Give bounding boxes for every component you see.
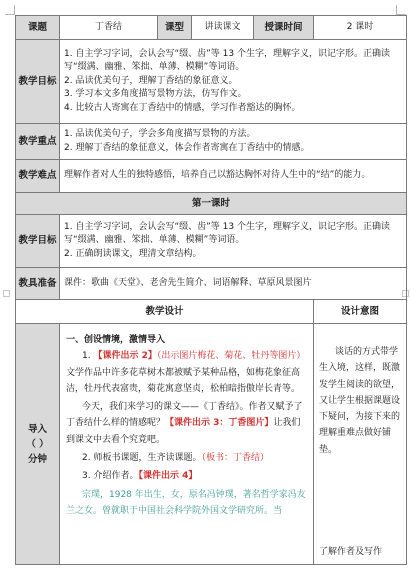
difficulty-row bbox=[16, 160, 407, 193]
intro-minutes-label: 分钟 bbox=[27, 453, 47, 465]
intro-time-label bbox=[16, 324, 60, 565]
lesson1-goal-item: 1. 自主学习字词，会认会写“缀、齿”等 13 个生字，理解字义，识记字形。正确读写“缀满、幽雅、笨拙、单薄、模糊”等词语。 bbox=[64, 221, 390, 246]
header-row bbox=[16, 16, 407, 40]
goals-content bbox=[60, 40, 407, 124]
prep-row bbox=[16, 268, 407, 300]
board-note: （板书：丁香结） bbox=[201, 453, 269, 464]
difficulty-content: 理解作者对人生的独特感悟，培养自己以豁达胸怀对待人生中的“结”的能力。 bbox=[60, 160, 407, 193]
design-header-row bbox=[16, 300, 407, 324]
design-intent bbox=[314, 324, 407, 565]
goals-row bbox=[16, 40, 407, 124]
intent-text: 谈话的方式带学生入境，这样，既激发学生阅读的欲望，又让学生根据课题设下疑问，为接下来的理解重难点做好铺垫。 bbox=[319, 347, 401, 455]
lesson1-goals-content bbox=[60, 215, 407, 268]
crop-mark-top-right bbox=[396, 5, 406, 15]
lesson1-goals-row bbox=[16, 215, 407, 268]
section-heading: 一、创设情境，激情导入 bbox=[66, 335, 166, 345]
intent-column-header: 设计意图 bbox=[314, 300, 407, 324]
goal-item: 1. 自主学习字词，会认会写“缀、齿”等 13 个生字，理解字义，识记字形。正确读写“缀满、幽雅、笨拙、单薄、模糊”等词语。 bbox=[64, 48, 390, 73]
focus-row bbox=[16, 124, 407, 160]
lesson1-goals-label: 教学目标 bbox=[16, 215, 60, 268]
design-body-row bbox=[16, 324, 407, 565]
type-label: 课型 bbox=[158, 16, 192, 40]
prep-label: 教具准备 bbox=[16, 268, 60, 300]
hours-label: 授课时间 bbox=[254, 16, 314, 40]
design-paragraph-1 bbox=[66, 348, 308, 397]
lesson1-title-row bbox=[16, 193, 407, 215]
intro-minutes-blank: （ ） bbox=[26, 438, 49, 450]
design-content bbox=[60, 324, 314, 565]
focus-content bbox=[60, 124, 407, 160]
focus-item: 1. 品读优美句子，学会多角度描写景物的方法。 bbox=[64, 129, 256, 139]
goal-item: 2. 品读优美句子，理解丁香结的象征意义。 bbox=[64, 75, 238, 86]
p1-paren-note: （出示图片梅花、菊花、牡丹等图片） bbox=[156, 351, 306, 362]
page-anchor-left bbox=[3, 290, 10, 297]
goals-label: 教学目标 bbox=[16, 40, 60, 124]
goal-item: 4. 比较古人寄寓在丁香结中的情感，学习作者豁达的胸怀。 bbox=[64, 102, 301, 113]
slide-tag-2: 【课件出示 2】 bbox=[93, 351, 157, 362]
hours-value: 2 课时 bbox=[314, 16, 407, 40]
intent-footer: 了解作者及写作 bbox=[319, 546, 383, 557]
difficulty-label: 教学难点 bbox=[16, 160, 60, 193]
intro-label: 导入 bbox=[27, 423, 47, 435]
lesson1-goal-item: 2. 正确朗读课文，理清文章结构。 bbox=[64, 248, 202, 259]
p2-text: 今天，我们来学习的课文——《丁香结》。作者又赋予了丁香结什么样的情感呢？ bbox=[66, 402, 303, 429]
type-value: 讲读课文 bbox=[192, 16, 254, 40]
crop-mark-top-left bbox=[5, 5, 15, 15]
p3-text: 2. 师板书课题，生齐读课题。 bbox=[82, 453, 202, 464]
focus-item: 2. 理解丁香结的象征意义，体会作者寄寓在丁香结中的情感。 bbox=[64, 142, 310, 153]
prep-content: 课件：歌曲《天堂》、老舍先生简介、词语解释、草原风景图片 bbox=[60, 268, 407, 300]
goal-item: 3. 学习本文多角度描写景物方法，仿写作文。 bbox=[64, 89, 247, 100]
design-paragraph-4 bbox=[66, 468, 308, 484]
design-column-header: 教学设计 bbox=[16, 300, 314, 324]
topic-value: 丁香结 bbox=[60, 16, 158, 40]
lesson-plan-table bbox=[15, 15, 407, 565]
design-paragraph-2 bbox=[66, 399, 308, 448]
topic-label: 课题 bbox=[16, 16, 60, 40]
slide-tag-4: 【课件出示 4】 bbox=[138, 471, 198, 482]
design-paragraph-3 bbox=[66, 450, 308, 466]
p1-text: 文学作品中许多花草树木都被赋予某种品格，如梅花象征高洁，牡丹代表富贵，菊花寓意坚贞，松柏暗指傲岸长青等。 bbox=[66, 367, 301, 394]
p1-number: 1. bbox=[82, 351, 94, 362]
author-intro: 宗璞，1928 年出生，女，原名冯钟璞，著名哲学家冯友兰之女。曾就职于中国社会科学院外国文学研究所。当 bbox=[66, 489, 306, 516]
slide-tag-3: 【课件出示 3：丁香图片】 bbox=[165, 418, 274, 429]
lesson1-title: 第一课时 bbox=[16, 193, 407, 215]
focus-label: 教学重点 bbox=[16, 124, 60, 160]
p4-text: 3. 介绍作者。 bbox=[82, 471, 139, 482]
p2-rest: 让我们到课文中去看个究竟吧。 bbox=[66, 418, 301, 445]
